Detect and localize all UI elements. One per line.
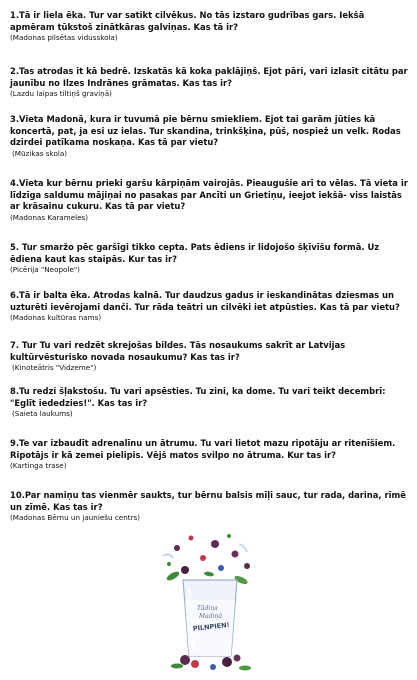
riddle-answer: (Saieta laukums) <box>12 409 73 419</box>
riddle-question: 5. Tur smaržo pēc garšīgi tikko cepta. Pats ēdiens ir lidojošo šķīvīšu formā. Uz ēdiena kaut kas staipās. Kur tas ir? <box>10 242 380 264</box>
riddle-answer: (Kartinga trase) <box>10 461 67 471</box>
riddle-question: 9.Te var izbaudīt adrenalīnu un ātrumu. Tu vari lietot mazu ripotāju ar ritenīšiem. Ripotājs ir kā zemei pielipis. Vējš matos svilpo no ātruma. Kur tas ir? <box>10 438 396 460</box>
riddle-answer: (Madonas Bērnu un jauniešu centrs) <box>10 513 141 523</box>
riddle-2 <box>10 66 410 99</box>
riddle-10 <box>10 490 410 523</box>
riddle-question: 7. Tur Tu vari redzēt skrejošas bildes. Tās nosaukums sakrīt ar Latvijas kultūrvēsturisko novada nosaukumu? Kas tas ir? <box>10 340 346 362</box>
riddle-answer: (Mūzikas skola) <box>12 148 68 158</box>
logo-line-2: Madiņā <box>199 613 222 620</box>
riddle-5 <box>10 242 410 275</box>
berries-icon <box>171 655 251 671</box>
riddle-question: 6.Tā ir balta ēka. Atrodas kalnā. Tur daudzus gadus ir ieskandinātas dziesmas un uzturēti ievērojami danči. Tur rāda teātri un cilvēki iet atpūsties. Kas tā par vietu? <box>10 290 400 312</box>
riddle-answer: (Madonas kultūras nams) <box>10 313 102 323</box>
riddle-answer: (Kinoteātris "Vidzeme") <box>12 363 97 373</box>
riddle-answer: (Lazdu laipas tiltiņš graviņā) <box>10 89 112 99</box>
milk-glass-illustration <box>155 530 265 675</box>
riddle-question: 3.Vieta Madonā, kura ir tuvumā pie bērnu smiekliem. Ejot tai garām jūties kā koncertā, pat, ja esi uz ielas. Tur skandina, trinkšķina, pūš, nospiež un velk. Rodas dzirdei patīkama noskaņa. Kas tā par vietu? <box>10 114 401 148</box>
logo-line-3: PILNPIEN! <box>192 620 230 633</box>
riddle-answer: (Madonas Karameles) <box>10 212 89 222</box>
riddle-answer: (Picērija "Neopole") <box>10 265 80 275</box>
riddle-question: 8.Tu redzi šļakstošu. Tu vari apsēsties. Tu zini, ka dome. Tu vari teikt decembrī: "Eglīt iededzies!". Kas tas ir? <box>10 386 386 408</box>
logo-line-1: Tādiņa <box>197 605 218 612</box>
riddle-3 <box>10 114 410 159</box>
riddle-question: 2.Tas atrodas it kā bedrē. Izskatās kā koka paklājiņš. Ejot pāri, vari izlasīt citātu par jaunību no Ilzes Indrānes grāmatas. Kas tas ir? <box>10 66 408 88</box>
splash-drops <box>163 534 250 574</box>
riddle-answer: (Madonas pilsētas vidusskola) <box>10 33 118 43</box>
riddle-4 <box>10 178 410 223</box>
riddle-8 <box>10 386 410 419</box>
riddle-question: 4.Vieta kur bērnu prieki garšu kārpiņām vairojās. Pieaugušie arī to vēlas. Tā vieta ir līdzīga saldumu mājiņai no pasakas par Ancīti un Grietiņu, ieejot iekšā- viss laistās ar krāsainu cukuru. Kas tā par vietu? <box>10 178 408 212</box>
riddle-1 <box>10 10 410 43</box>
riddle-7 <box>10 340 410 373</box>
riddle-question: 1.Tā ir liela ēka. Tur var satikt cilvēkus. No tās izstaro gudrības gars. Iekšā apmēram tūkstoš zinātkāras galviņas. Kas tā ir? <box>10 10 365 32</box>
riddle-question: 10.Par namiņu tas vienmēr saukts, tur bērnu balsis mīļi sauc, tur rada, darina, rīmē un zīmē. Kas tas ir? <box>10 490 406 512</box>
riddle-6 <box>10 290 410 323</box>
riddle-9 <box>10 438 410 471</box>
